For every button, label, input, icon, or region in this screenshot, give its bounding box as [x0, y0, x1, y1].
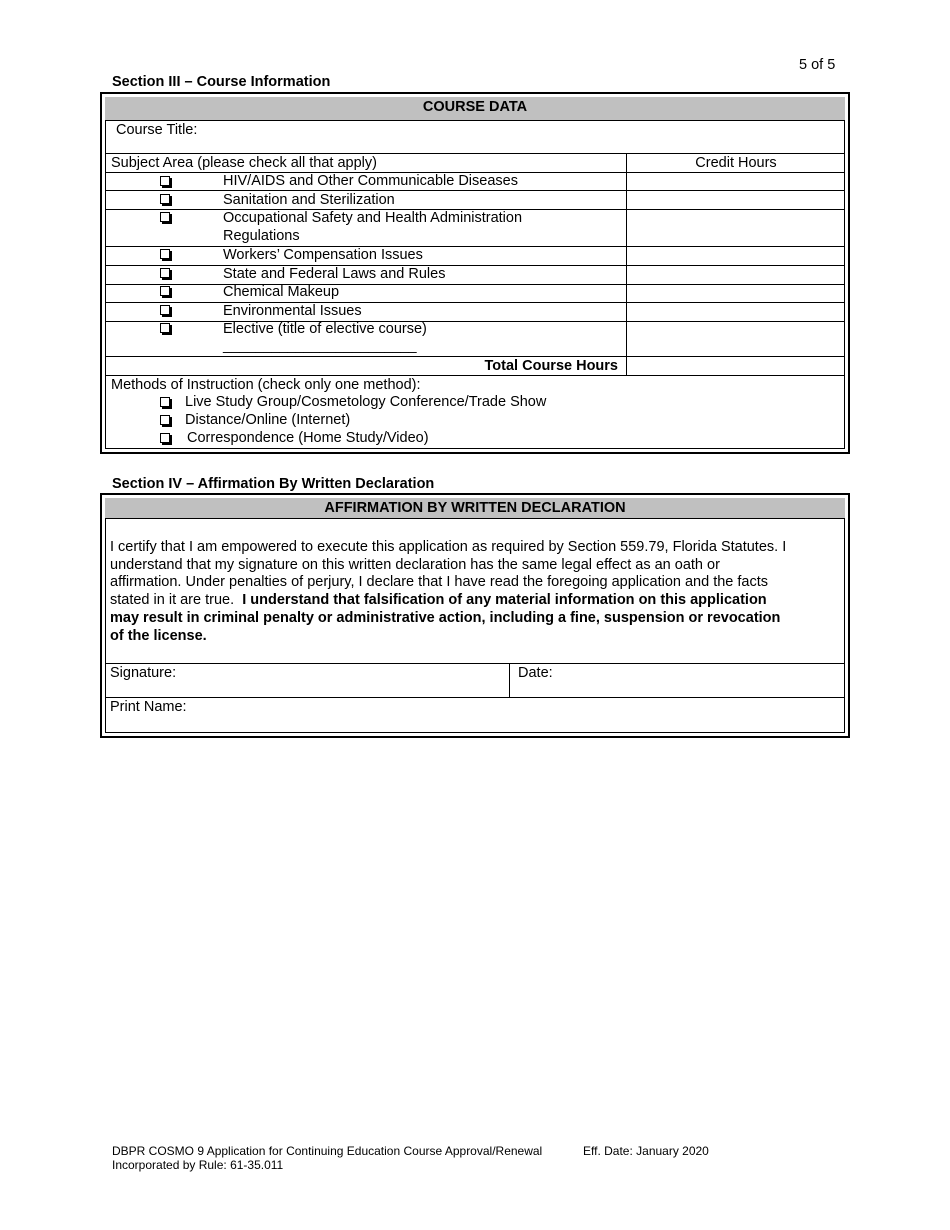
declaration-line-6: of the license. — [110, 628, 207, 644]
section-iv-heading: Section IV – Affirmation By Written Declaration — [112, 476, 435, 492]
subject-area-label: Subject Area (please check all that apply) — [111, 155, 377, 171]
checkbox-chemical-makeup[interactable] — [160, 286, 170, 296]
method-label: Live Study Group/Cosmetology Conference/Trade Show — [185, 394, 547, 410]
declaration-line-2: understand that my signature on this written declaration has the same legal effect as an oath or — [110, 557, 720, 573]
subject-label: Workers’ Compensation Issues — [223, 247, 423, 263]
footer-eff-date: Eff. Date: January 2020 — [583, 1144, 709, 1158]
page-number: 5 of 5 — [799, 57, 836, 73]
total-hours-input[interactable] — [628, 357, 844, 375]
checkbox-osha[interactable] — [160, 212, 170, 222]
declaration-line-4-normal: stated in it are true. — [110, 592, 243, 608]
methods-label: Methods of Instruction (check only one method): — [111, 377, 421, 393]
checkbox-workers-comp[interactable] — [160, 249, 170, 259]
checkbox-sanitation[interactable] — [160, 194, 170, 204]
credit-hours-input[interactable] — [628, 210, 844, 245]
declaration-line-5: may result in criminal penalty or administrative action, including a fine, suspension or revocation — [110, 610, 781, 626]
checkbox-laws-rules[interactable] — [160, 268, 170, 278]
course-data-title: COURSE DATA — [422, 99, 528, 115]
subject-label: Chemical Makeup — [223, 284, 340, 300]
credit-hours-input[interactable] — [628, 247, 844, 264]
course-title-input[interactable] — [220, 122, 840, 152]
print-name-field[interactable] — [200, 699, 840, 729]
checkbox-hiv-aids[interactable] — [160, 176, 170, 186]
checkbox-live-study[interactable] — [160, 397, 170, 407]
declaration-line-4 — [110, 591, 767, 609]
credit-hours-label: Credit Hours — [695, 155, 777, 171]
subject-label: Sanitation and Sterilization — [223, 192, 395, 208]
credit-hours-input[interactable] — [628, 322, 844, 355]
credit-hours-input[interactable] — [628, 303, 844, 320]
subject-label-continued: Regulations — [223, 228, 300, 244]
subject-label: Elective (title of elective course) — [223, 321, 427, 337]
credit-hours-input[interactable] — [628, 266, 844, 283]
subject-label: Occupational Safety and Health Administration — [223, 210, 523, 226]
credit-hours-input[interactable] — [628, 191, 844, 208]
declaration-line-4-bold: I understand that falsification of any material information on this application — [242, 592, 767, 608]
declaration-line-3: affirmation. Under penalties of perjury, I declare that I have read the foregoing application and the facts — [110, 574, 769, 590]
date-field[interactable] — [560, 665, 840, 695]
date-label: Date: — [518, 665, 553, 681]
checkbox-distance-online[interactable] — [160, 415, 170, 425]
checkbox-elective[interactable] — [160, 323, 170, 333]
total-course-hours-label: Total Course Hours — [484, 358, 618, 374]
subject-label: Environmental Issues — [223, 303, 362, 319]
subject-label: State and Federal Laws and Rules — [223, 266, 446, 282]
checkbox-environmental[interactable] — [160, 305, 170, 315]
declaration-line-1: I certify that I am empowered to execute this application as required by Section 559.79, Florida Statutes. I — [110, 539, 787, 555]
checkbox-correspondence[interactable] — [160, 433, 170, 443]
credit-hours-input[interactable] — [628, 285, 844, 302]
method-label: Correspondence (Home Study/Video) — [187, 430, 429, 446]
footer-form-title: DBPR COSMO 9 Application for Continuing Education Course Approval/Renewal — [112, 1144, 543, 1158]
signature-label: Signature: — [110, 665, 177, 681]
elective-title-blank[interactable]: ________________________ — [223, 338, 417, 354]
credit-hours-input[interactable] — [628, 173, 844, 190]
subject-label: HIV/AIDS and Other Communicable Diseases — [223, 173, 518, 189]
print-name-label: Print Name: — [110, 699, 187, 715]
footer-rule: Incorporated by Rule: 61-35.011 — [112, 1158, 284, 1172]
affirmation-title: AFFIRMATION BY WRITTEN DECLARATION — [324, 500, 626, 516]
method-label: Distance/Online (Internet) — [185, 412, 351, 428]
signature-field[interactable] — [190, 665, 505, 695]
section-iii-heading: Section III – Course Information — [112, 74, 331, 90]
course-title-label: Course Title: — [116, 122, 198, 138]
